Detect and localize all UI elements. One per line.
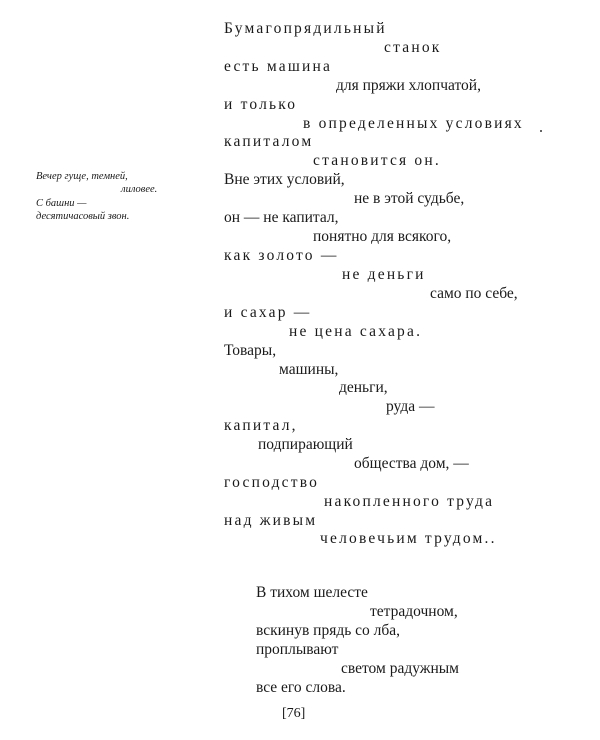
poem-line: светом радужным	[341, 660, 459, 677]
poem-line: накопленного труда	[324, 493, 495, 510]
page-number: [76]	[282, 706, 306, 721]
poem-line: не в этой судьбе,	[354, 190, 465, 207]
poem-line: понятно для всякого,	[313, 228, 452, 245]
poem-line: капитал,	[224, 417, 298, 434]
poem-line: деньги,	[339, 379, 388, 396]
poem-line: станок	[384, 39, 442, 56]
poem-line: не цена сахара.	[289, 323, 423, 340]
poem-line: над живым	[224, 512, 318, 529]
poem-line: все его слова.	[256, 679, 346, 696]
poem-line: в определенных условиях	[303, 115, 524, 132]
poem-line: капиталом	[224, 133, 314, 150]
poem-line: В тихом шелесте	[256, 584, 368, 601]
poem-line: само по себе,	[430, 285, 518, 302]
poem-line: Вне этих условий,	[224, 171, 345, 188]
margin-note-line: С башни —	[36, 198, 87, 209]
poem-line: общества дом, —	[354, 455, 469, 472]
margin-note-line: десятичасовый звон.	[36, 211, 130, 222]
poem-line: подпирающий	[258, 436, 353, 453]
poem-line: тетрадочном,	[370, 603, 458, 620]
poem-line: есть машина	[224, 58, 333, 75]
poem-line: руда —	[386, 398, 435, 415]
poem-line: как золото —	[224, 247, 339, 264]
poem-line: и сахар —	[224, 304, 312, 321]
print-speck	[540, 130, 542, 132]
poem-line: господство	[224, 474, 320, 491]
poem-line: не деньги	[342, 266, 426, 283]
poem-line: он — не капитал,	[224, 209, 339, 226]
poem-line: человечьим трудом..	[320, 530, 497, 547]
poem-line: Бумагопрядильный	[224, 20, 387, 37]
poem-line: становится он.	[313, 152, 441, 169]
poem-line: вскинув прядь со лба,	[256, 622, 401, 639]
poem-line: машины,	[279, 361, 339, 378]
poem-line: проплывают	[256, 641, 339, 658]
poem-line: и только	[224, 96, 298, 113]
margin-note-line: лиловее.	[121, 184, 158, 195]
margin-note-line: Вечер гуще, темней,	[36, 171, 128, 182]
poem-line: для пряжи хлопчатой,	[336, 77, 481, 94]
poem-line: Товары,	[224, 342, 277, 359]
